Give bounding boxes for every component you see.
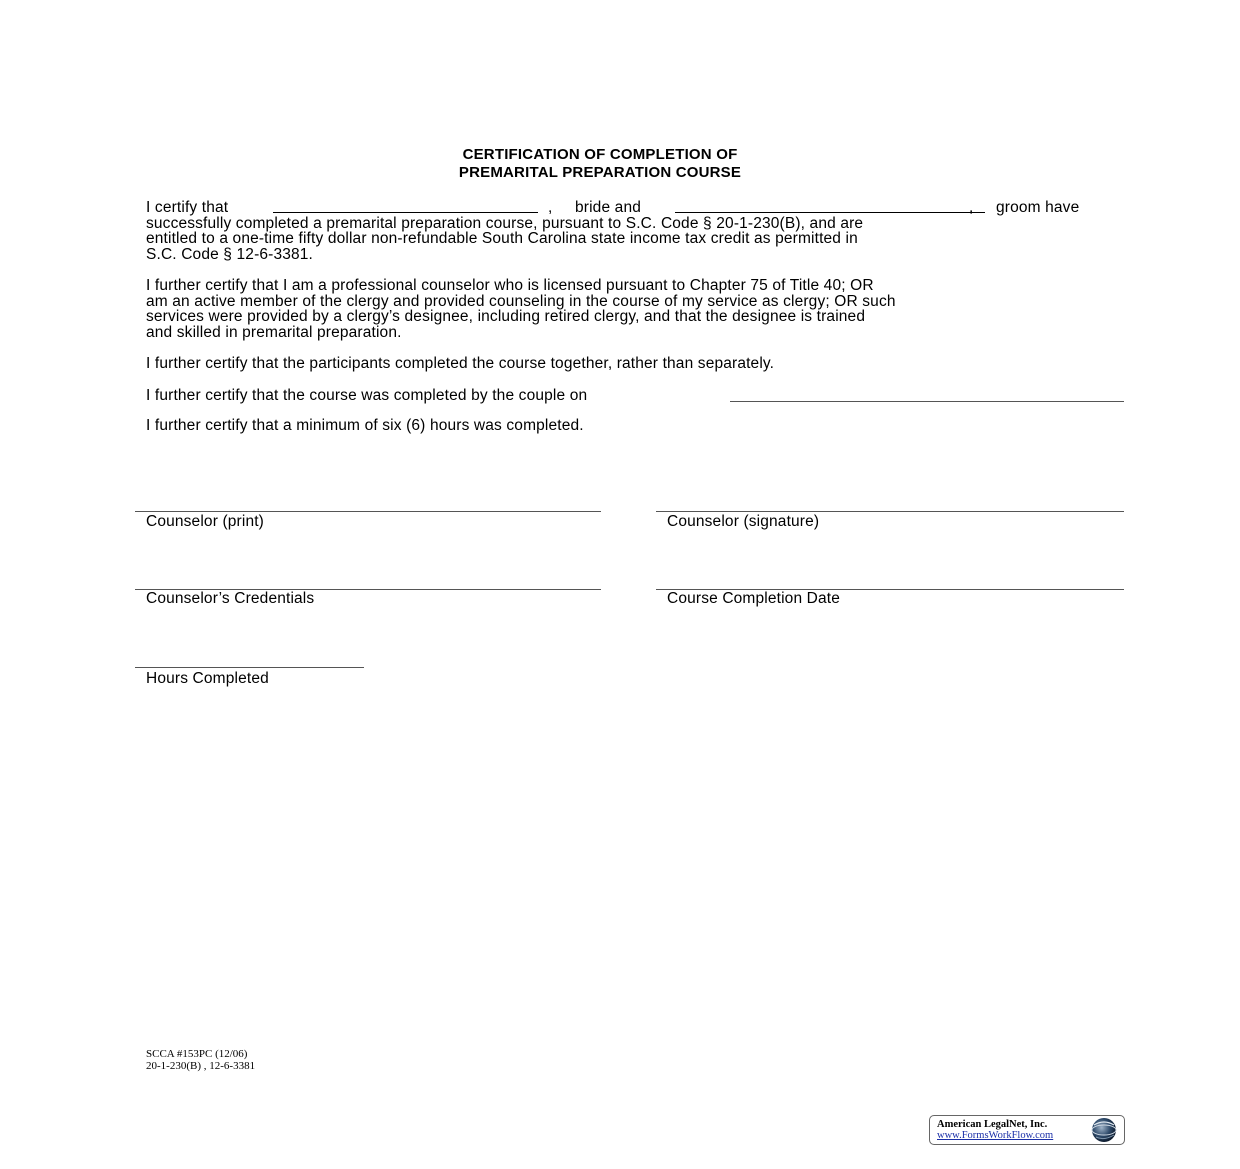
comma-2: , <box>969 199 974 216</box>
counselor-line3: services were provided by a clergy’s designee, including retired clergy, and that the designee is trained <box>146 308 866 325</box>
counselor-signature-label: Counselor (signature) <box>667 513 820 530</box>
bride-label: bride and <box>575 199 641 216</box>
globe-logo-icon <box>1087 1117 1121 1143</box>
hours-completed-line[interactable] <box>135 667 364 668</box>
groom-name-field[interactable] <box>675 200 985 213</box>
bride-name-field[interactable] <box>273 200 538 213</box>
statute-references: 20-1-230(B) , 12-6-3381 <box>146 1060 256 1072</box>
counselor-line4: and skilled in premarital preparation. <box>146 323 402 341</box>
counselor-print-label: Counselor (print) <box>146 513 264 530</box>
comma-1: , <box>548 199 553 216</box>
certify-line1 <box>146 200 1131 216</box>
hours-paragraph: I further certify that a minimum of six (6) hours was completed. <box>146 417 584 434</box>
certify-intro: I certify that <box>146 199 229 216</box>
publisher-name: American LegalNet, Inc. <box>937 1119 1048 1130</box>
certify-line3: entitled to a one-time fifty dollar non-refundable South Carolina state income tax credit as permitted in <box>146 230 858 247</box>
document-title-line1: CERTIFICATION OF COMPLETION OF <box>462 146 738 163</box>
groom-label: groom have <box>996 199 1080 216</box>
hours-completed-label: Hours Completed <box>146 670 269 687</box>
counselor-line2: am an active member of the clergy and provided counseling in the course of my service as clergy; OR such <box>146 292 896 310</box>
course-completion-date-label: Course Completion Date <box>667 590 841 607</box>
certify-paragraph <box>146 200 1131 262</box>
counselor-print-line[interactable] <box>135 511 601 512</box>
credentials-label: Counselor’s Credentials <box>146 590 315 607</box>
publisher-url-link[interactable]: www.FormsWorkFlow.com <box>937 1130 1054 1141</box>
counselor-line1: I further certify that I am a professional counselor who is licensed pursuant to Chapter 75 of Title 40; OR <box>146 277 874 294</box>
completion-date-paragraph: I further certify that the course was completed by the couple on <box>146 387 588 404</box>
certify-line4: S.C. Code § 12-6-3381. <box>146 245 314 263</box>
counselor-signature-line[interactable] <box>656 511 1124 512</box>
completion-date-field[interactable] <box>730 401 1124 402</box>
counselor-paragraph <box>146 278 1131 340</box>
together-paragraph: I further certify that the participants completed the course together, rather than separately. <box>146 355 775 372</box>
document-title-line2: PREMARITAL PREPARATION COURSE <box>458 164 742 181</box>
form-code: SCCA #153PC (12/06) <box>146 1048 248 1060</box>
publisher-badge[interactable] <box>929 1115 1125 1145</box>
certify-line2: successfully completed a premarital preparation course, pursuant to S.C. Code § 20-1-230(B), and are <box>146 214 864 232</box>
